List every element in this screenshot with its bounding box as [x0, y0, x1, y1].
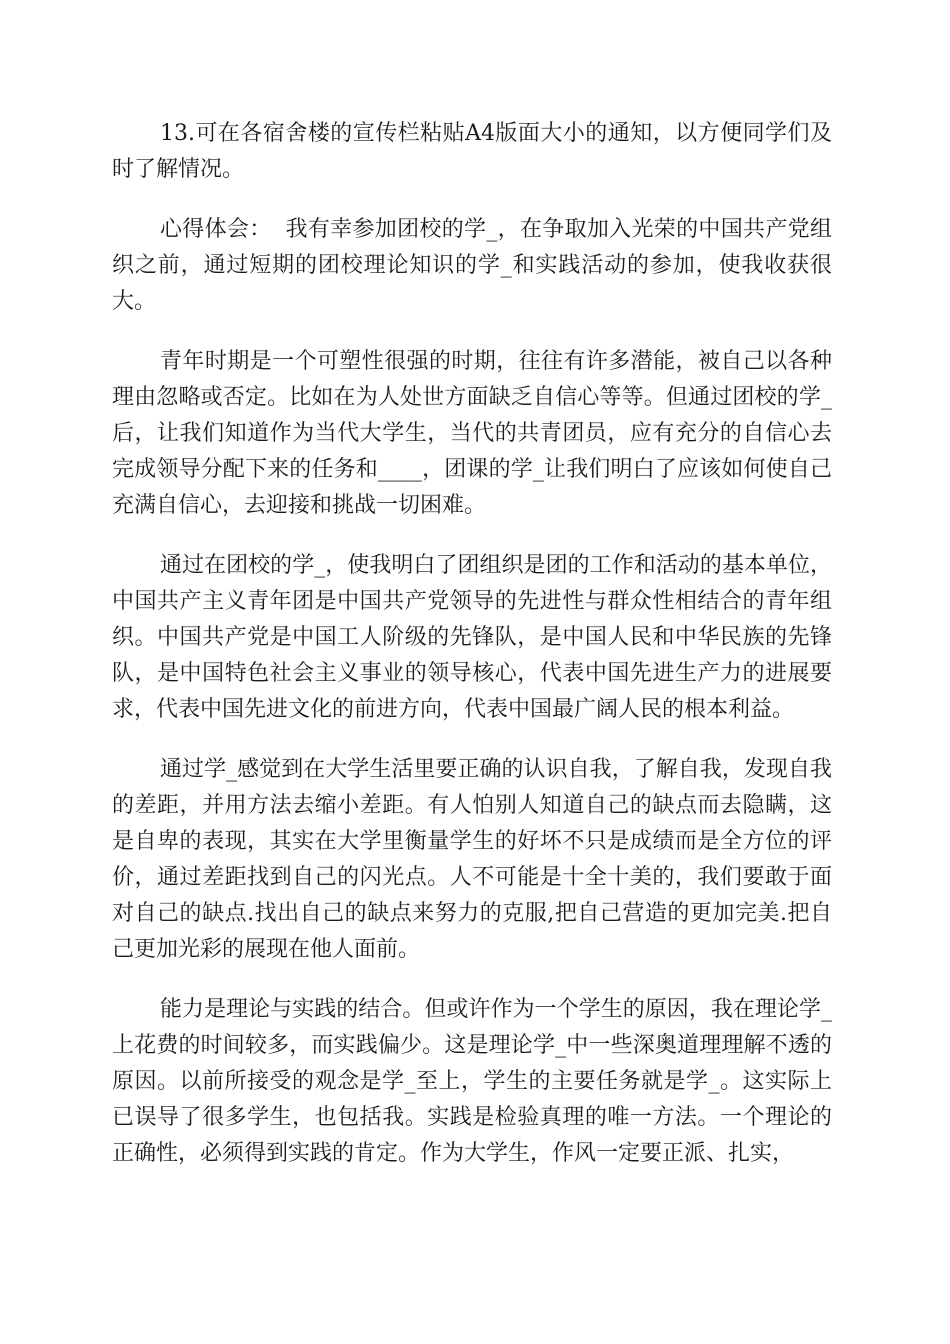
- paragraph-text: 13.可在各宿舍楼的宣传栏粘贴A4版面大小的通知，以方便同学们及时了解情况。: [112, 121, 832, 182]
- paragraph-text: 能力是理论与实践的结合。但或许作为一个学生的原因，我在理论学_上花费的时间较多，而实践偏少。这是理论学_中一些深奥道理理解不透的原因。以前所接受的观念是学_至上，学生的主要任务就是学_。这实际上已误导了很多学生，也包括我。实践是检验真理的唯一方法。一个理论的正确性，必须得到实践的肯定。作为大学生，作风一定要正派、扎实，: [112, 997, 832, 1166]
- paragraph-text: 通过学_感觉到在大学生活里要正确的认识自我，了解自我，发现自我的差距，并用方法去缩小差距。有人怕别人知道自己的缺点而去隐瞒，这是自卑的表现，其实在大学里衡量学生的好坏不只是成绩而是全方位的评价，通过差距找到自己的闪光点。人不可能是十全十美的，我们要敢于面对自己的缺点.找出自己的缺点来努力的克服,把自己营造的更加完美.把自己更加光彩的展现在他人面前。: [112, 757, 832, 962]
- paragraph-text: 通过在团校的学_，使我明白了团组织是团的工作和活动的基本单位，中国共产主义青年团是中国共产党领导的先进性与群众性相结合的青年组织。中国共产党是中国工人阶级的先锋队，是中国人民和中华民族的先锋队，是中国特色社会主义事业的领导核心，代表中国先进生产力的进展要求，代表中国先进文化的前进方向，代表中国最广阔人民的根本利益。: [112, 553, 832, 722]
- paragraph-notice: [112, 116, 832, 188]
- paragraph-theory-practice: [112, 992, 832, 1172]
- section-heading: 心得体会：: [160, 217, 272, 242]
- paragraph-self-knowledge: [112, 752, 832, 968]
- paragraph-text: 青年时期是一个可塑性很强的时期，往往有许多潜能，被自己以各种理由忽略或否定。比如在为人处世方面缺乏自信心等等。但通过团校的学_后，让我们知道作为当代大学生，当代的共青团员，应有充分的自信心去完成领导分配下来的任务和____，团课的学_让我们明白了应该如何使自己充满自信心，去迎接和挑战一切困难。: [112, 349, 832, 518]
- document-page: [112, 116, 832, 1196]
- paragraph-text: 我有幸参加团校的学_，在争取加入光荣的中国共产党组织之前，通过短期的团校理论知识的学_和实践活动的参加，使我收获很大。: [112, 217, 832, 314]
- paragraph-organization: [112, 548, 832, 728]
- paragraph-reflection-intro: [112, 212, 832, 320]
- paragraph-youth: [112, 344, 832, 524]
